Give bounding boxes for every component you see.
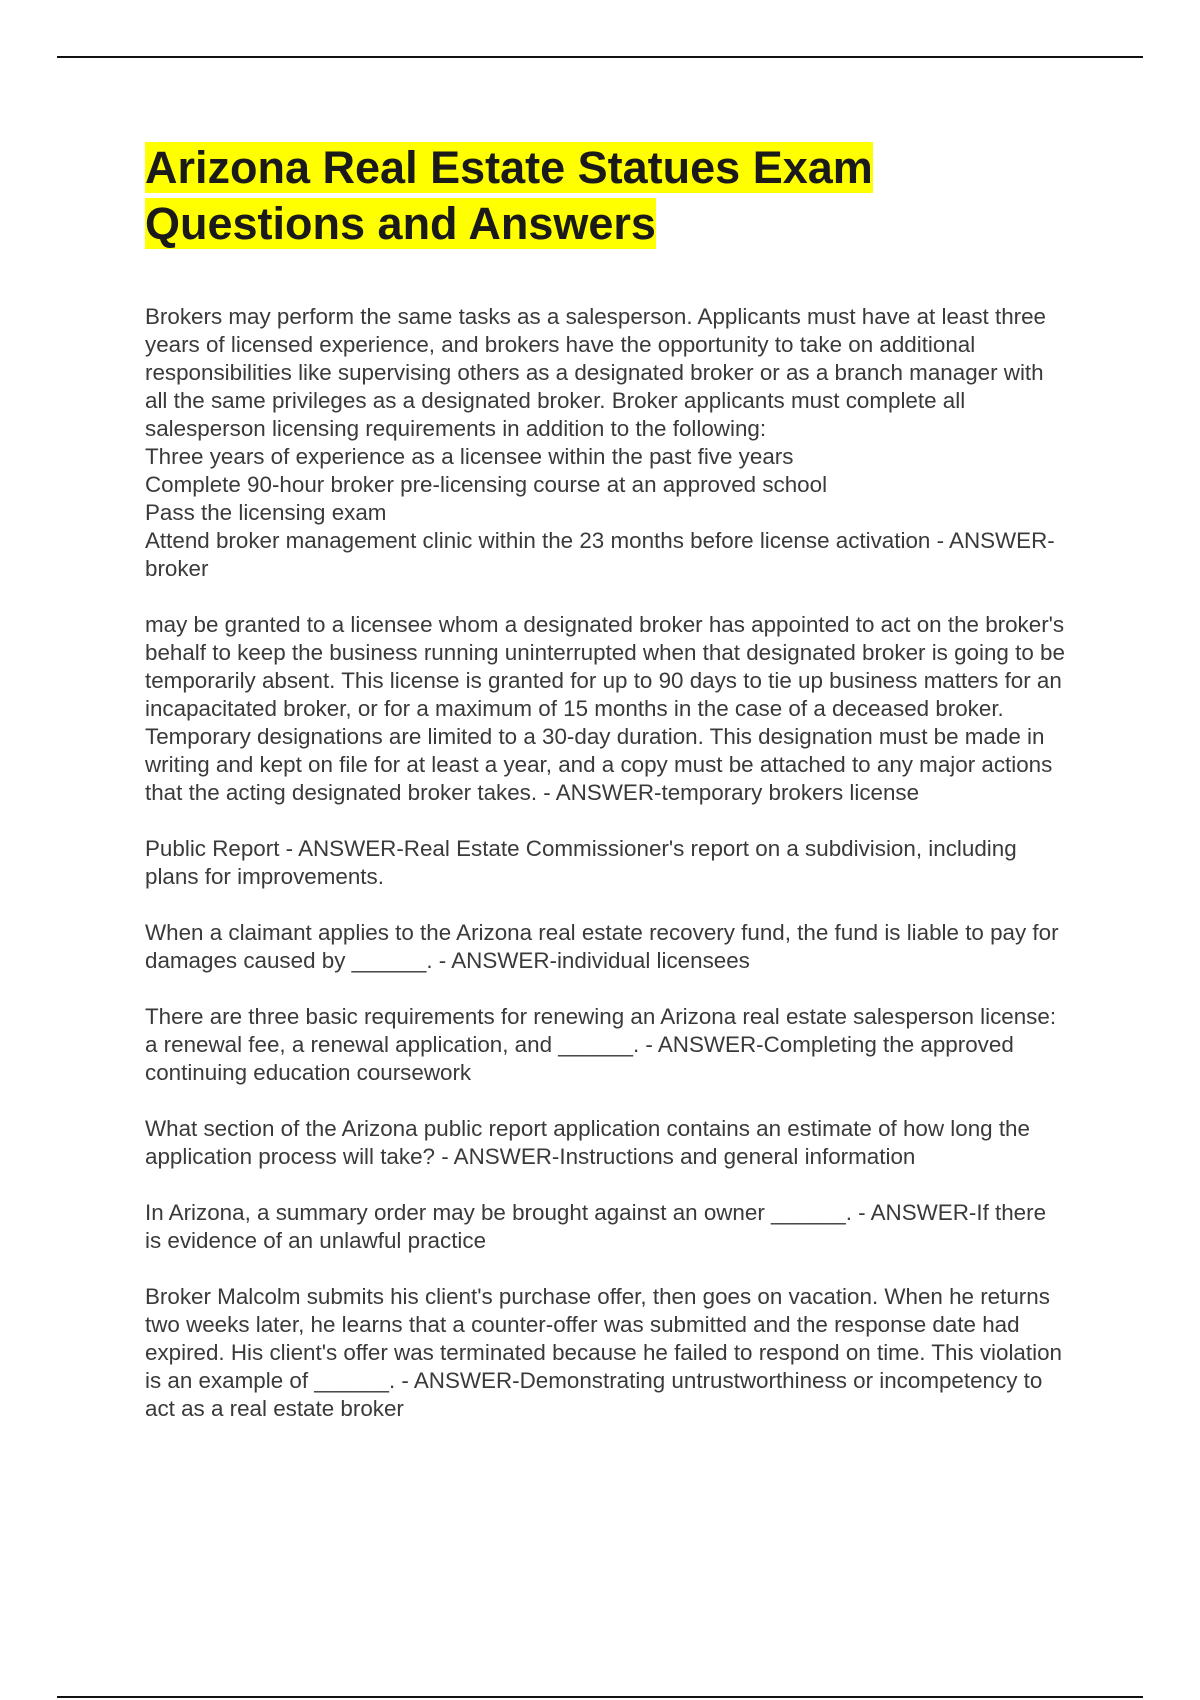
qa-line: What section of the Arizona public report application contains an estimate of how long the application process will take? - ANSWER-Instructions and general information [145, 1116, 1030, 1169]
qa-entry-recovery-fund [145, 919, 1065, 975]
top-rule [57, 56, 1143, 58]
qa-line: There are three basic requirements for renewing an Arizona real estate salesperson license: a renewal fee, a renewal application, and ______. - ANSWER-Completing the approved continuing education coursework [145, 1004, 1057, 1085]
qa-line: In Arizona, a summary order may be brought against an owner ______. - ANSWER-If there is evidence of an unlawful practice [145, 1200, 1047, 1253]
qa-line: Complete 90-hour broker pre-licensing course at an approved school [145, 472, 828, 497]
qa-entry-broker [145, 303, 1065, 583]
qa-line: may be granted to a licensee whom a designated broker has appointed to act on the broker's behalf to keep the business running uninterrupted when that designated broker is going to be temporarily absent. This license is granted for up to 90 days to tie up business matters for an incapacitated broker, or for a maximum of 15 months in the case of a deceased broker. [145, 612, 1065, 721]
title-line-2: Questions and Answers [145, 198, 656, 249]
qa-line: When a claimant applies to the Arizona real estate recovery fund, the fund is liable to pay for damages caused by ______. - ANSWER-individual licensees [145, 920, 1059, 973]
qa-line: Brokers may perform the same tasks as a salesperson. Applicants must have at least three years of licensed experience, and brokers have the opportunity to take on additional responsibilities like supervising others as a designated broker or as a branch manager with all the same privileges as a designated broker. Broker applicants must complete all salesperson licensing requirements in addition to the following: [145, 304, 1047, 441]
title-line-1: Arizona Real Estate Statues Exam [145, 142, 873, 193]
qa-line: Three years of experience as a licensee within the past five years [145, 444, 794, 469]
qa-line: Broker Malcolm submits his client's purchase offer, then goes on vacation. When he returns two weeks later, he learns that a counter-offer was submitted and the response date had expired. His client's offer was terminated because he failed to respond on time. This violation is an example of ______. - ANSWER-Demonstrating untrustworthiness or incompetency to act as a real estate broker [145, 1284, 1062, 1421]
qa-line: Public Report - ANSWER-Real Estate Commissioner's report on a subdivision, including plans for improvements. [145, 836, 1017, 889]
qa-line: Temporary designations are limited to a 30-day duration. This designation must be made in writing and kept on file for at least a year, and a copy must be attached to any major actions that the acting designated broker takes. - ANSWER-temporary brokers license [145, 724, 1053, 805]
qa-entry-temporary-brokers-license [145, 611, 1065, 807]
qa-entry-summary-order [145, 1199, 1065, 1255]
qa-line: Pass the licensing exam [145, 500, 387, 525]
qa-line: Attend broker management clinic within the 23 months before license activation - ANSWER-broker [145, 528, 1055, 581]
document-title [145, 140, 1065, 252]
qa-entry-public-report-application [145, 1115, 1065, 1171]
bottom-rule [57, 1696, 1143, 1698]
qa-list [145, 303, 1065, 1451]
qa-entry-broker-malcolm [145, 1283, 1065, 1423]
qa-entry-license-renewal [145, 1003, 1065, 1087]
qa-entry-public-report [145, 835, 1065, 891]
